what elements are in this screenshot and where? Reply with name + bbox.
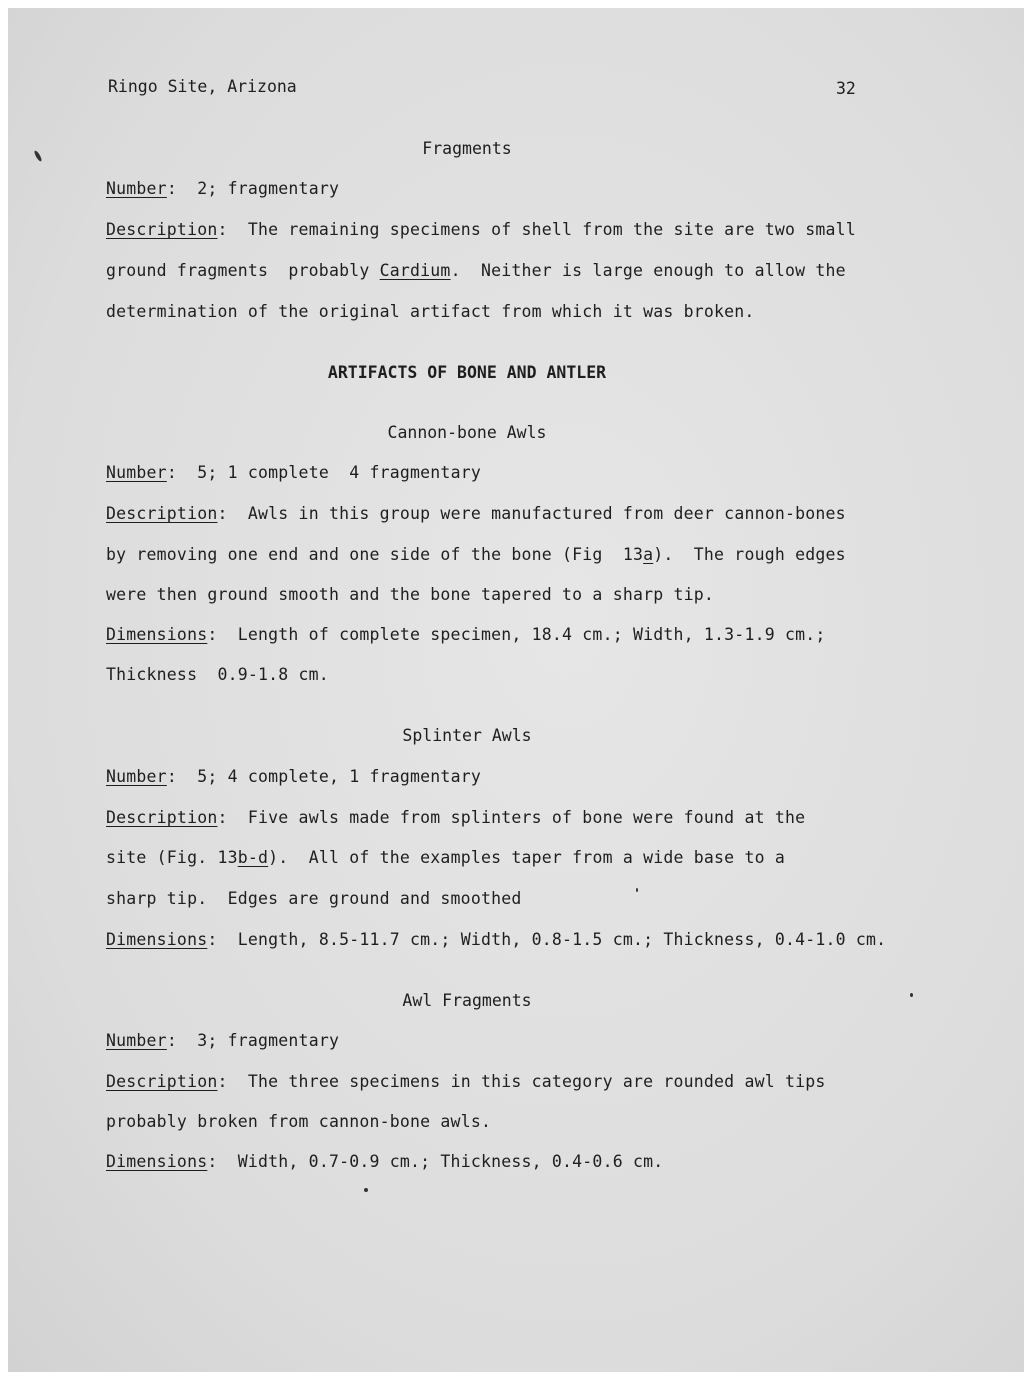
description-text: ). All of the examples taper from a wide base to a — [268, 848, 785, 867]
awl-fragments-dimensions-line1: Dimensions: Width, 0.7-0.9 cm.; Thickness, 0.4-0.6 cm. — [106, 1152, 664, 1171]
splinter-awls-dimensions-line1: Dimensions: Length, 8.5-11.7 cm.; Width, 0.8-1.5 cm.; Thickness, 0.4-1.0 cm. — [106, 930, 887, 949]
dimensions-text: Length, 8.5-11.7 cm.; Width, 0.8-1.5 cm.; Thickness, 0.4-1.0 cm. — [237, 930, 887, 949]
description-label: Description — [106, 504, 218, 523]
figure-reference: b-d — [237, 848, 269, 867]
fragments-description-line1: Description: The remaining specimens of shell from the site are two small — [106, 220, 856, 239]
number-label: Number — [106, 463, 167, 482]
splinter-awls-description-line3: sharp tip. Edges are ground and smoothed — [106, 889, 522, 908]
cannon-bone-awls-dimensions-line2: Thickness 0.9-1.8 cm. — [106, 665, 329, 684]
description-text: ). The rough edges — [653, 545, 846, 564]
fragments-number: Number: 2; fragmentary — [106, 179, 340, 198]
cannon-bone-awls-description-line3: were then ground smooth and the bone tapered to a sharp tip. — [106, 585, 715, 604]
description-text: The three specimens in this category are rounded awl tips — [247, 1072, 826, 1091]
description-text: by removing one end and one side of the bone (Fig 13 — [106, 545, 644, 564]
fragments-description-line3: determination of the original artifact from which it was broken. — [106, 302, 755, 321]
page-number: 32 — [836, 79, 856, 98]
cannon-bone-awls-description-line1: Description: Awls in this group were manufactured from deer cannon-bones — [106, 504, 846, 523]
number-label: Number — [106, 767, 167, 786]
dimensions-text: Length of complete specimen, 18.4 cm.; Width, 1.3-1.9 cm.; — [237, 625, 826, 644]
cannon-bone-awls-heading: Cannon-bone Awls — [387, 423, 547, 442]
number-value: 5; 1 complete 4 fragmentary — [197, 463, 481, 482]
cannon-bone-awls-number: Number: 5; 1 complete 4 fragmentary — [106, 463, 481, 482]
awl-fragments-number: Number: 3; fragmentary — [106, 1031, 340, 1050]
running-title: Ringo Site, Arizona — [108, 77, 297, 96]
awl-fragments-description-line2: probably broken from cannon-bone awls. — [106, 1112, 492, 1131]
splinter-awls-description-line2 — [106, 848, 785, 868]
fragments-description-line2 — [106, 261, 846, 281]
cannon-bone-awls-dimensions-line1: Dimensions: Length of complete specimen, 18.4 cm.; Width, 1.3-1.9 cm.; — [106, 625, 826, 644]
scan-speck — [364, 1188, 368, 1192]
number-value: 3; fragmentary — [197, 1031, 340, 1050]
description-text: . Neither is large enough to allow the — [450, 261, 846, 280]
figure-reference: a — [643, 545, 654, 564]
cannon-bone-awls-description-line2 — [106, 545, 846, 565]
section-heading: ARTIFACTS OF BONE AND ANTLER — [327, 363, 607, 382]
dimensions-label: Dimensions — [106, 625, 208, 644]
scan-speck — [636, 888, 638, 892]
number-value: 5; 4 complete, 1 fragmentary — [197, 767, 481, 786]
description-label: Description — [106, 1072, 218, 1091]
number-label: Number — [106, 179, 167, 198]
dimensions-label: Dimensions — [106, 1152, 208, 1171]
description-text: ground fragments probably — [106, 261, 380, 280]
dimensions-text: Width, 0.7-0.9 cm.; Thickness, 0.4-0.6 cm. — [237, 1152, 664, 1171]
splinter-awls-heading: Splinter Awls — [402, 726, 532, 745]
splinter-awls-description-line1: Description: Five awls made from splinters of bone were found at the — [106, 808, 806, 827]
document-page — [8, 8, 1024, 1372]
scan-speck — [910, 993, 913, 997]
description-text: site (Fig. 13 — [106, 848, 238, 867]
description-text: Awls in this group were manufactured from deer cannon-bones — [247, 504, 846, 523]
description-label: Description — [106, 220, 218, 239]
number-value: 2; fragmentary — [197, 179, 340, 198]
dimensions-label: Dimensions — [106, 930, 208, 949]
description-text: The remaining specimens of shell from the site are two small — [247, 220, 856, 239]
splinter-awls-number: Number: 5; 4 complete, 1 fragmentary — [106, 767, 481, 786]
description-text: Five awls made from splinters of bone were found at the — [247, 808, 806, 827]
taxon-name: Cardium — [379, 261, 451, 280]
awl-fragments-description-line1: Description: The three specimens in this category are rounded awl tips — [106, 1072, 826, 1091]
description-label: Description — [106, 808, 218, 827]
awl-fragments-heading: Awl Fragments — [402, 991, 532, 1010]
number-label: Number — [106, 1031, 167, 1050]
fragments-heading: Fragments — [422, 139, 512, 158]
